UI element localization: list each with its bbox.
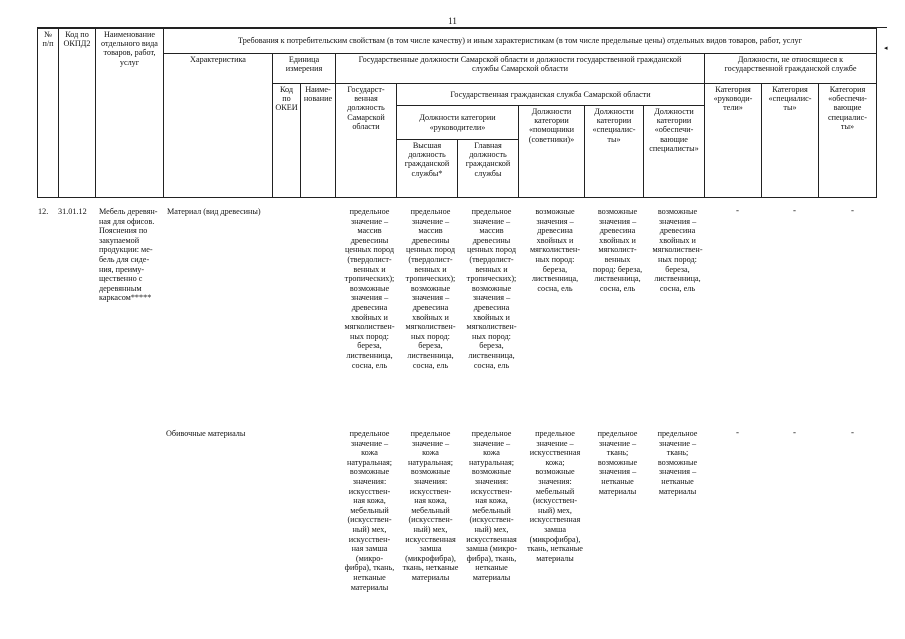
requirements-table-header — [37, 28, 877, 198]
upholstery-cat-heads: - — [736, 427, 739, 437]
category-heads-header: Категория «руководи- тели» — [705, 84, 762, 198]
row-number: 12. — [38, 207, 49, 216]
highest-position-header: Высшая должность гражданской службы* — [397, 140, 458, 198]
specialists-header: Должности категории «специалис- ты» — [585, 106, 644, 198]
upholstery-assistants: предельное значение – искусственная кожа; возможные значения: мебельный (искусствен- ный) мех, искусственная замша (микрофибра), ткань, нетканые материалы — [527, 429, 583, 563]
upholstery-gov-post: предельное значение – кожа натуральная; возможные значения: искусствен- ная кожа, мебельный (искусствен- ный) мех, искусствен- ная замша (микро- фибра), ткань, нетканые материалы — [344, 429, 395, 592]
unit-name-header: Наиме- нование — [301, 84, 336, 198]
page-number: 11 — [448, 16, 457, 26]
col-okpd-header: Код по ОКПД2 — [59, 29, 96, 198]
material-characteristic: Материал (вид древесины) — [167, 207, 261, 216]
assistants-header: Должности категории «помощники (советники)» — [519, 106, 585, 198]
material-cat-support: - — [851, 205, 854, 215]
material-gov-post: предельное значение – массив древесины ценных пород (твердолист- венных и тропических); возможные значения – древесина хвойных и мягколиствен- ных пород: береза, лиственница, сосна, ель — [344, 207, 395, 370]
main-position-header: Главная должность гражданской службы — [458, 140, 519, 198]
col-name-header: Наименование отдельного вида товаров, работ, услуг — [96, 29, 164, 198]
requirements-header: Требования к потребительским свойствам (в том числе качеству) и иным характеристикам (в том числе предельные цены) отдельных видов товаров, работ, услуг — [164, 29, 877, 54]
margin-arrow-icon: ◂ — [884, 44, 888, 52]
upholstery-cat-support: - — [851, 427, 854, 437]
civil-service-header: Государственная гражданская служба Самарской области — [397, 84, 705, 106]
material-main: предельное значение – массив древесины ценных пород (твердолист- венных и тропических); возможные значения – древесина хвойных и мягколиствен- ных пород: береза, лиственница, сосна, ель — [466, 207, 517, 370]
upholstery-specialists: предельное значение – ткань; возможные значения – нетканые материалы — [597, 429, 638, 496]
material-highest: предельное значение – массив древесины ценных пород (твердолист- венных и тропических); возможные значения – древесина хвойных и мягколиствен- ных пород: береза, лиственница, сосна, ель — [405, 207, 456, 370]
material-cat-heads: - — [736, 205, 739, 215]
upholstery-supporting: предельное значение – ткань; возможные значения – нетканые материалы — [657, 429, 698, 496]
gov-positions-header: Государственные должности Самарской области и должности государственной гражданской службы Самарской области — [336, 54, 705, 84]
material-assistants: возможные значения – древесина хвойных и мягколиствен- ных пород: береза, лиственница, сосна, ель — [529, 207, 581, 293]
material-supporting: возможные значения – древесина хвойных и мягколиствен- ных пород: береза, лиственница, сосна, ель — [652, 207, 703, 293]
characteristic-header: Характеристика — [164, 54, 273, 198]
category-specialists-header: Категория «специалис- ты» — [762, 84, 819, 198]
gov-post-header: Государст- венная должность Самарской области — [336, 84, 397, 198]
row-okpd-code: 31.01.12 — [58, 207, 87, 216]
material-specialists: возможные значения – древесина хвойных и мягколист- венных пород: береза, лиственница, сосна, ель — [592, 207, 643, 293]
col-number-header: № п/п — [38, 29, 59, 198]
row-product-name: Мебель деревян- ная для офисов. Пояснения по закупаемой продукции: ме- бель для сиде- ния, преиму- щественно с деревянным каркасом***** — [99, 207, 158, 303]
upholstery-cat-specialists: - — [793, 427, 796, 437]
supporting-header: Должности категории «обеспечи- вающие специалисты» — [644, 106, 705, 198]
managers-header: Должности категории «руководители» — [397, 106, 519, 140]
category-support-header: Категория «обеспечи- вающие специалис- ты» — [819, 84, 877, 198]
non-gov-header: Должности, не относящиеся к государственной гражданской службе — [705, 54, 877, 84]
upholstery-characteristic: Обивочные материалы — [166, 429, 246, 438]
upholstery-highest: предельное значение – кожа натуральная; возможные значения: искусствен- ная кожа, мебельный (искусствен- ный) мех, искусственная замша (микрофибра), ткань, нетканые материалы — [402, 429, 459, 582]
upholstery-main: предельное значение – кожа натуральная; возможные значения: искусствен- ная кожа, мебельный (искусствен- ный) мех, искусственная замша (микро- фибра), ткань, нетканые материалы — [465, 429, 518, 582]
unit-header: Единица измерения — [273, 54, 336, 84]
material-cat-specialists: - — [793, 205, 796, 215]
okei-header: Код по ОКЕИ — [273, 84, 301, 198]
